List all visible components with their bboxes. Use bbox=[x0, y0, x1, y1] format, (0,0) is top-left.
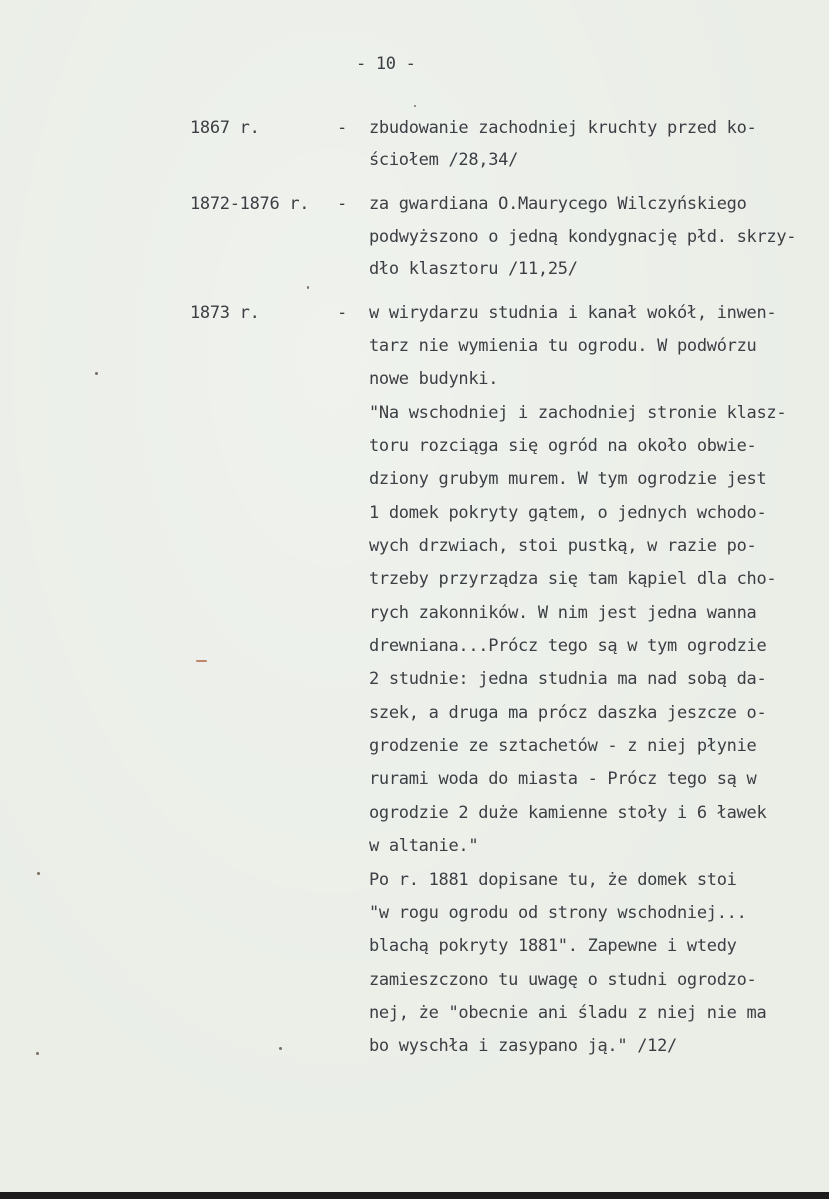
entry-text-line: nej, że "obecnie ani śladu z niej nie ma bbox=[369, 1003, 767, 1023]
margin-mark bbox=[196, 660, 207, 662]
paper-speck bbox=[37, 872, 40, 875]
entry-text-line: rych zakonników. W nim jest jedna wanna bbox=[369, 603, 757, 623]
entry-text-line: szek, a druga ma prócz daszka jeszcze o- bbox=[369, 703, 767, 723]
entry-text-line: ogrodzie 2 duże kamienne stoły i 6 ławek bbox=[369, 803, 767, 823]
entry-text-line: 2 studnie: jedna studnia ma nad sobą da- bbox=[369, 669, 767, 689]
paper-speck bbox=[414, 105, 416, 107]
paper-speck bbox=[279, 1047, 282, 1050]
entry-text-line: rurami woda do miasta - Prócz tego są w bbox=[369, 769, 757, 789]
entry-text-line: toru rozciąga się ogród na około obwie- bbox=[369, 436, 757, 456]
entry-text-line: za gwardiana O.Maurycego Wilczyńskiego bbox=[369, 194, 747, 214]
entry-text-line: "Na wschodniej i zachodniej stronie klasz- bbox=[369, 403, 787, 423]
entry-year-1872-1876: 1872-1876 r. bbox=[190, 194, 310, 214]
entry-text-line: podwyższono o jedną kondygnację płd. skrzy- bbox=[369, 227, 797, 247]
entry-text-line: w wirydarzu studnia i kanał wokół, inwen- bbox=[369, 303, 777, 323]
entry-text-line: trzeby przyrządza się tam kąpiel dla cho- bbox=[369, 569, 777, 589]
entry-text-line: wych drzwiach, stoi pustką, w razie po- bbox=[369, 536, 757, 556]
entry-text-line: ściołem /28,34/ bbox=[369, 150, 519, 170]
entry-text-line: nowe budynki. bbox=[369, 369, 499, 389]
entry-text-line: w altanie." bbox=[369, 836, 479, 856]
entry-dash: - bbox=[337, 118, 347, 138]
entry-year-1873: 1873 r. bbox=[190, 303, 260, 323]
entry-text-line: drewniana...Prócz tego są w tym ogrodzie bbox=[369, 636, 767, 656]
entry-year-1867: 1867 r. bbox=[190, 118, 260, 138]
entry-text-line: dło klasztoru /11,25/ bbox=[369, 259, 578, 279]
paper-speck bbox=[95, 372, 98, 375]
entry-text-line: Po r. 1881 dopisane tu, że domek stoi bbox=[369, 870, 737, 890]
page-number: - 10 - bbox=[356, 54, 416, 74]
entry-text-line: "w rogu ogrodu od strony wschodniej... bbox=[369, 903, 747, 923]
entry-text-line: zbudowanie zachodniej kruchty przed ko- bbox=[369, 118, 757, 138]
entry-text-line: blachą pokryty 1881". Zapewne i wtedy bbox=[369, 936, 737, 956]
entry-text-line: grodzenie ze sztachetów - z niej płynie bbox=[369, 736, 757, 756]
entry-text-line: dziony grubym murem. W tym ogrodzie jest bbox=[369, 469, 767, 489]
entry-text-line: 1 domek pokryty gątem, o jednych wchodo- bbox=[369, 503, 767, 523]
entry-dash: - bbox=[337, 194, 347, 214]
scan-bottom-edge bbox=[0, 1192, 829, 1199]
entry-dash: - bbox=[337, 303, 347, 323]
entry-text-line: bo wyschła i zasypano ją." /12/ bbox=[369, 1036, 677, 1056]
entry-text-line: tarz nie wymienia tu ogrodu. W podwórzu bbox=[369, 336, 757, 356]
entry-text-line: zamieszczono tu uwagę o studni ogrodzo- bbox=[369, 970, 757, 990]
paper-speck bbox=[36, 1052, 39, 1055]
paper-speck bbox=[307, 286, 309, 289]
